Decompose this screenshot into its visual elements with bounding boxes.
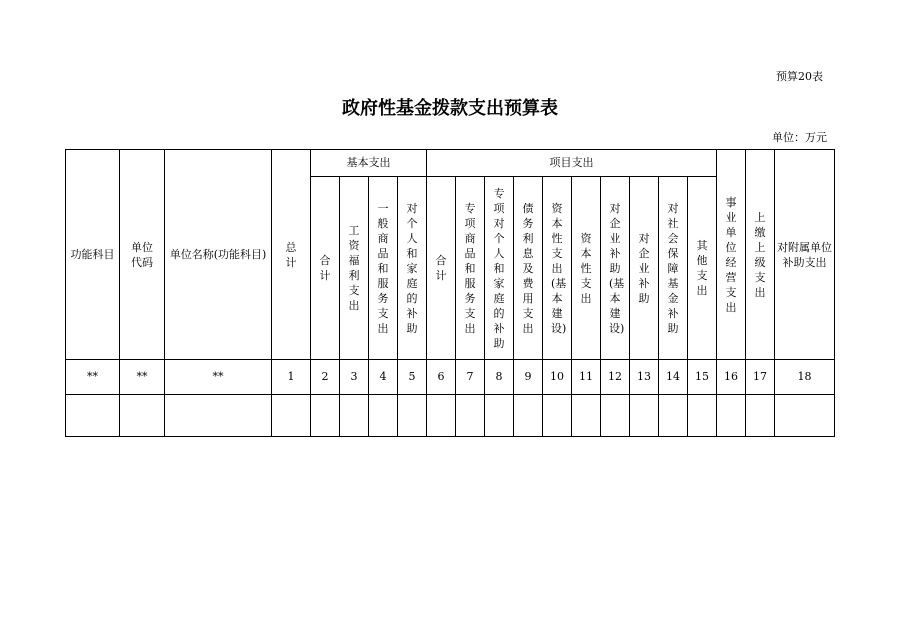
header-unit-code: 单位代码 [120, 150, 165, 360]
index-cell: 5 [398, 360, 427, 395]
index-cell: 16 [717, 360, 746, 395]
index-cell: 13 [630, 360, 659, 395]
data-cell [659, 395, 688, 437]
data-cell [340, 395, 369, 437]
data-cell [456, 395, 485, 437]
index-cell: 14 [659, 360, 688, 395]
index-cell: 15 [688, 360, 717, 395]
index-cell: ** [66, 360, 120, 395]
index-cell: 9 [514, 360, 543, 395]
unit-label: 单位：万元 [772, 131, 827, 144]
index-cell: 12 [601, 360, 630, 395]
data-cell [427, 395, 456, 437]
data-cell [717, 395, 746, 437]
header-project-goods-services: 专项商品和服务支出 [456, 177, 485, 360]
header-project-capital-construction: 资本性支出(基本建设) [543, 177, 572, 360]
data-cell [543, 395, 572, 437]
header-unit-name: 单位名称(功能科目) [165, 150, 272, 360]
header-basic-wages: 工资福利支出 [340, 177, 369, 360]
data-row [66, 395, 835, 437]
budget-table [65, 149, 835, 437]
index-cell: 18 [775, 360, 835, 395]
header-affiliate-subsidy: 对附属单位补助支出 [775, 150, 835, 360]
data-cell [369, 395, 398, 437]
index-cell: 4 [369, 360, 398, 395]
header-project-capital: 资本性支出 [572, 177, 601, 360]
header-project-enterprise-construction: 对企业补助(基本建设) [601, 177, 630, 360]
data-cell [120, 395, 165, 437]
form-number: 预算20表 [776, 70, 823, 83]
page-title: 政府性基金拨款支出预算表 [342, 98, 558, 119]
index-cell: ** [120, 360, 165, 395]
data-cell [66, 395, 120, 437]
header-basic-total: 合计 [311, 177, 340, 360]
header-unit-business: 事业单位经营支出 [717, 150, 746, 360]
header-project-debt-interest: 债务利息及费用支出 [514, 177, 543, 360]
index-cell: 11 [572, 360, 601, 395]
header-project-total: 合计 [427, 177, 456, 360]
header-project-enterprise: 对企业补助 [630, 177, 659, 360]
header-basic-expenditure: 基本支出 [311, 150, 427, 177]
data-cell [630, 395, 659, 437]
header-basic-goods-services: 一般商品和服务支出 [369, 177, 398, 360]
index-cell: 8 [485, 360, 514, 395]
header-project-social-security: 对社会保障基金补助 [659, 177, 688, 360]
data-cell [398, 395, 427, 437]
data-cell [514, 395, 543, 437]
data-cell [572, 395, 601, 437]
header-total: 总计 [272, 150, 311, 360]
data-cell [311, 395, 340, 437]
index-cell: 10 [543, 360, 572, 395]
data-cell [485, 395, 514, 437]
index-cell: 3 [340, 360, 369, 395]
index-cell: 2 [311, 360, 340, 395]
index-row [66, 360, 835, 395]
data-cell [272, 395, 311, 437]
header-project-household-subsidy: 专项对个人和家庭的补助 [485, 177, 514, 360]
index-cell: 17 [746, 360, 775, 395]
data-cell [165, 395, 272, 437]
header-upper-pay: 上缴上级支出 [746, 150, 775, 360]
header-project-expenditure: 项目支出 [427, 150, 717, 177]
data-cell [746, 395, 775, 437]
index-cell: ** [165, 360, 272, 395]
header-func-subject: 功能科目 [66, 150, 120, 360]
index-cell: 1 [272, 360, 311, 395]
data-cell [688, 395, 717, 437]
data-cell [775, 395, 835, 437]
index-cell: 7 [456, 360, 485, 395]
header-project-other: 其他支出 [688, 177, 717, 360]
data-cell [601, 395, 630, 437]
header-basic-household-subsidy: 对个人和家庭的补助 [398, 177, 427, 360]
index-cell: 6 [427, 360, 456, 395]
